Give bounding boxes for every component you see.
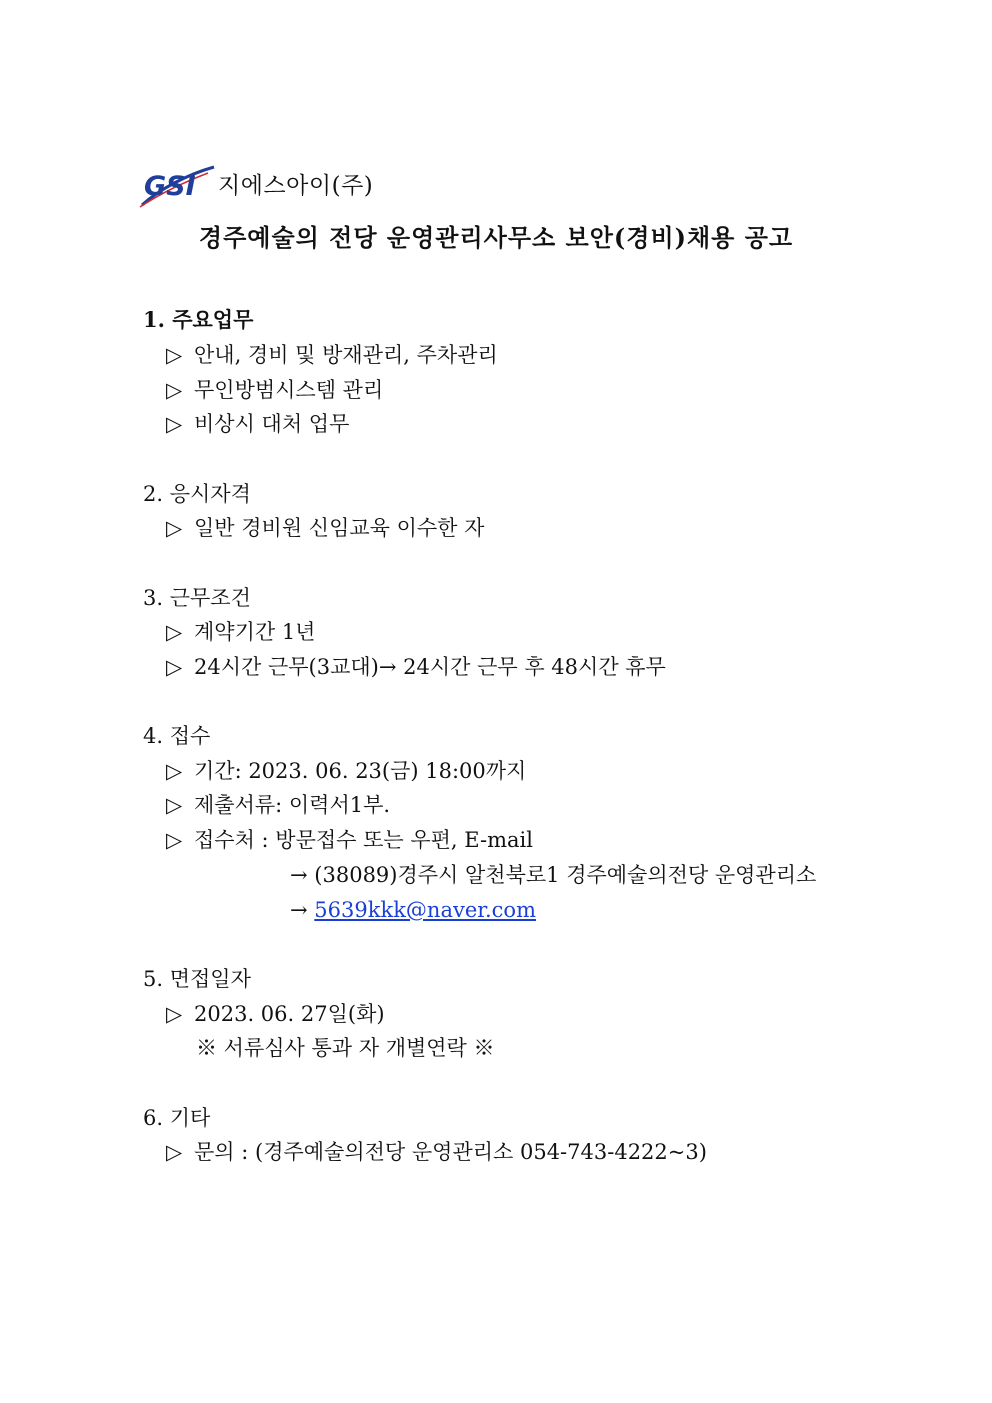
arrow-icon: →: [290, 898, 308, 922]
section-heading-qualification: 2. 응시자격: [143, 482, 251, 506]
gsi-logo: [138, 161, 216, 211]
list-item: [166, 513, 484, 543]
list-item-text: 제출서류: 이력서1부.: [194, 793, 391, 817]
document-title: 경주예술의 전당 운영관리사무소 보안(경비)채용 공고: [198, 223, 794, 252]
list-item-text: 비상시 대처 업무: [194, 412, 350, 436]
list-item: [166, 999, 385, 1029]
list-item-text: 일반 경비원 신임교육 이수한 자: [194, 516, 485, 540]
triangle-bullet-icon: ▷: [166, 343, 183, 367]
triangle-bullet-icon: ▷: [166, 759, 183, 783]
triangle-bullet-icon: ▷: [166, 828, 183, 852]
triangle-bullet-icon: ▷: [166, 655, 183, 679]
address-text: (38089)경주시 알천북로1 경주예술의전당 운영관리소: [314, 863, 817, 887]
triangle-bullet-icon: ▷: [166, 620, 183, 644]
list-item: [166, 756, 526, 786]
triangle-bullet-icon: ▷: [166, 378, 183, 402]
list-item-text: 24시간 근무(3교대)→ 24시간 근무 후 48시간 휴무: [194, 655, 666, 679]
document-header: [138, 160, 373, 212]
list-item: [166, 790, 390, 820]
triangle-bullet-icon: ▷: [166, 793, 183, 817]
company-name: 지에스아이(주): [218, 172, 374, 199]
section-heading-duties: 1. 주요업무: [143, 307, 254, 332]
section-heading-application: 4. 접수: [143, 724, 211, 748]
triangle-bullet-icon: ▷: [166, 516, 183, 540]
list-item: [166, 825, 533, 855]
email-link[interactable]: 5639kkk@naver.com: [314, 898, 536, 922]
list-item-text: 기간: 2023. 06. 23(금) 18:00까지: [194, 759, 527, 783]
list-item: [166, 340, 498, 370]
list-item-text: 계약기간 1년: [194, 620, 316, 644]
list-item-text: 접수처 : 방문접수 또는 우편, E-mail: [194, 828, 533, 852]
list-item: [166, 409, 349, 439]
section-heading-conditions: 3. 근무조건: [143, 586, 251, 610]
list-item: [166, 617, 315, 647]
list-item-text: 안내, 경비 및 방재관리, 주차관리: [194, 343, 498, 367]
list-item: [166, 1137, 707, 1167]
list-item-text: 2023. 06. 27일(화): [194, 1002, 385, 1026]
triangle-bullet-icon: ▷: [166, 1140, 183, 1164]
list-item-text: 문의 : (경주예술의전당 운영관리소 054-743-4222~3): [194, 1140, 707, 1164]
arrow-icon: →: [290, 863, 308, 887]
email-line: [290, 895, 536, 925]
triangle-bullet-icon: ▷: [166, 1002, 183, 1026]
svg-text:GSI: GSI: [144, 171, 196, 202]
list-item-text: 무인방범시스템 관리: [194, 378, 384, 402]
section-heading-etc: 6. 기타: [143, 1106, 211, 1130]
section-heading-interview: 5. 면접일자: [143, 967, 251, 991]
interview-note: ※ 서류심사 통과 자 개별연락 ※: [196, 1036, 495, 1060]
list-item: [166, 375, 383, 405]
list-item: [166, 652, 666, 682]
address-line: [290, 860, 816, 890]
triangle-bullet-icon: ▷: [166, 412, 183, 436]
